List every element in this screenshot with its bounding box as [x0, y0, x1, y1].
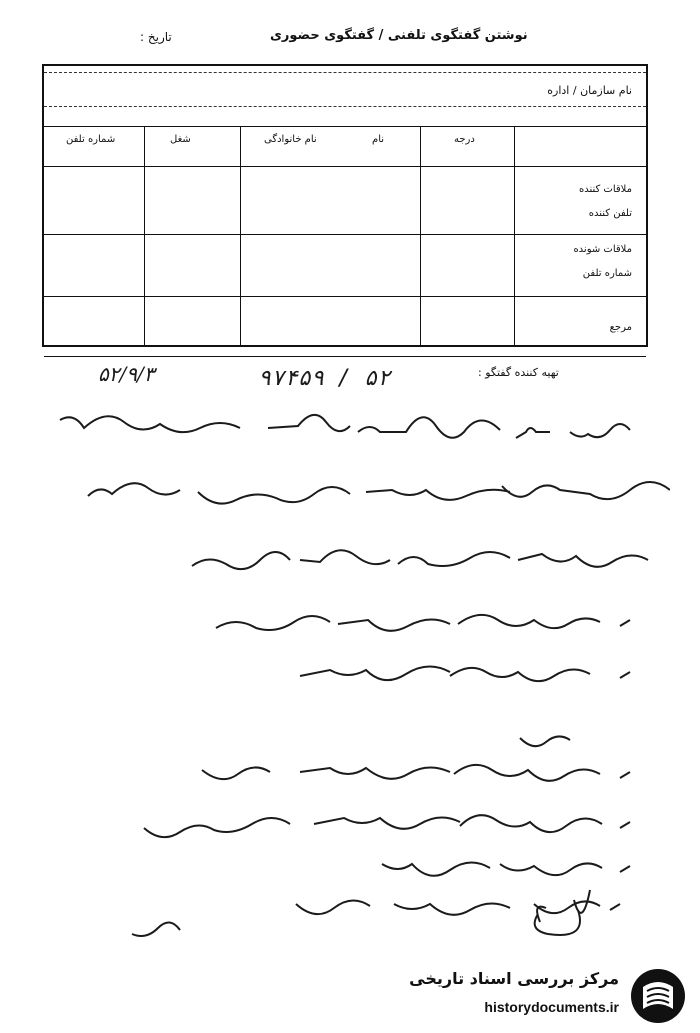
grid-line	[44, 356, 646, 357]
col-header-degree: درجه	[454, 134, 475, 145]
grid-line	[240, 126, 241, 345]
watermark-url: historydocuments.ir	[484, 999, 619, 1015]
grid-line	[44, 166, 646, 167]
row-label-visitor: ملاقات کننده	[578, 184, 632, 195]
row-label-visited: ملاقات شونده	[573, 244, 632, 255]
form-grid	[44, 126, 646, 345]
contact-form-table	[42, 64, 648, 347]
handwritten-date: ۵۲/۹/۳	[98, 362, 155, 386]
handwritten-body-text	[30, 410, 670, 950]
col-header-last-name: نام خانوادگی	[264, 134, 317, 145]
grid-line	[44, 296, 646, 297]
grid-line	[144, 126, 145, 345]
col-header-job: شغل	[170, 134, 191, 145]
grid-line	[44, 234, 646, 235]
date-label: تاریخ :	[140, 30, 172, 44]
row-label-caller: تلفن کننده	[588, 208, 632, 219]
col-header-phone: شماره تلفن	[66, 134, 116, 145]
grid-line	[514, 126, 515, 345]
watermark-name: مرکز بررسی اسناد تاریخی	[409, 969, 619, 988]
watermark-logo	[410, 965, 695, 1029]
dashed-divider	[44, 72, 646, 73]
row-label-phone-number: شماره تلفن	[582, 268, 632, 279]
org-label: نام سازمان / اداره	[547, 84, 632, 97]
form-title: نوشتن گفتگوی تلفنی / گفتگوی حضوری	[270, 28, 528, 43]
row-label-reference: مرجع	[609, 322, 632, 333]
dashed-divider	[44, 106, 646, 107]
grid-line	[44, 126, 646, 127]
handwritten-number: ۵۲ / ۹۷۴۵۹	[258, 366, 391, 391]
col-header-first-name: نام	[372, 134, 385, 145]
grid-line	[420, 126, 421, 345]
archive-book-icon	[629, 967, 687, 1025]
prepared-by-label: تهیه کننده گفتگو :	[478, 366, 559, 379]
